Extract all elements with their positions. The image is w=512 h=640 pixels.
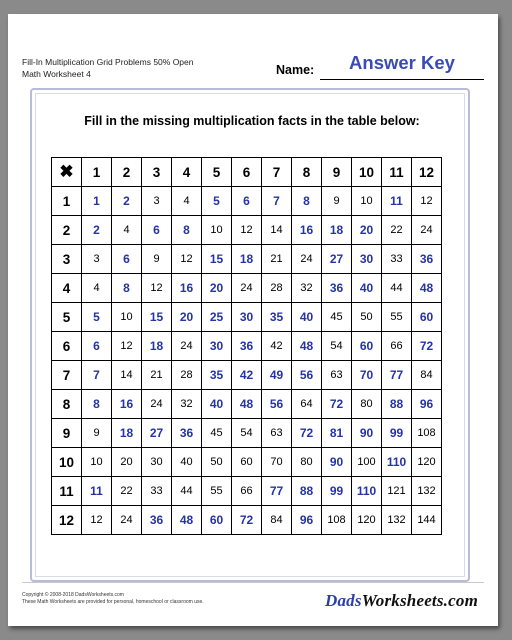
table-row: [52, 332, 442, 361]
given-cell: 80: [292, 448, 322, 477]
given-cell: 20: [112, 448, 142, 477]
column-header: 5: [202, 158, 232, 187]
answer-cell: 18: [112, 419, 142, 448]
answer-cell: 8: [112, 274, 142, 303]
given-cell: 32: [172, 390, 202, 419]
table-row: [52, 303, 442, 332]
given-cell: 28: [172, 361, 202, 390]
worksheet-page: [8, 14, 498, 626]
given-cell: 32: [292, 274, 322, 303]
column-header: 9: [322, 158, 352, 187]
answer-cell: 72: [292, 419, 322, 448]
answer-cell: 8: [292, 187, 322, 216]
given-cell: 108: [322, 506, 352, 535]
multiply-icon: ✖: [52, 158, 82, 187]
given-cell: 4: [82, 274, 112, 303]
given-cell: 30: [142, 448, 172, 477]
answer-cell: 35: [202, 361, 232, 390]
answer-cell: 20: [352, 216, 382, 245]
footer-divider: [22, 582, 484, 583]
answer-cell: 56: [292, 361, 322, 390]
table-row: [52, 245, 442, 274]
column-header: 8: [292, 158, 322, 187]
answer-cell: 18: [142, 332, 172, 361]
row-header: 5: [52, 303, 82, 332]
given-cell: 60: [232, 448, 262, 477]
given-cell: 132: [412, 477, 442, 506]
column-header: 4: [172, 158, 202, 187]
answer-cell: 110: [382, 448, 412, 477]
answer-cell: 49: [262, 361, 292, 390]
answer-cell: 18: [322, 216, 352, 245]
row-header: 8: [52, 390, 82, 419]
answer-cell: 7: [262, 187, 292, 216]
given-cell: 22: [112, 477, 142, 506]
row-header: 11: [52, 477, 82, 506]
given-cell: 45: [322, 303, 352, 332]
given-cell: 24: [232, 274, 262, 303]
given-cell: 45: [202, 419, 232, 448]
answer-cell: 72: [232, 506, 262, 535]
answer-cell: 99: [322, 477, 352, 506]
copyright-block: [22, 592, 204, 606]
given-cell: 14: [262, 216, 292, 245]
given-cell: 63: [262, 419, 292, 448]
given-cell: 144: [412, 506, 442, 535]
row-header: 12: [52, 506, 82, 535]
table-row: [52, 274, 442, 303]
row-header: 10: [52, 448, 82, 477]
given-cell: 4: [112, 216, 142, 245]
answer-cell: 25: [202, 303, 232, 332]
given-cell: 66: [382, 332, 412, 361]
table-row: [52, 390, 442, 419]
table-row: [52, 216, 442, 245]
answer-cell: 36: [412, 245, 442, 274]
given-cell: 24: [172, 332, 202, 361]
answer-cell: 27: [322, 245, 352, 274]
grid-header-row: [52, 158, 442, 187]
table-row: [52, 477, 442, 506]
given-cell: 40: [172, 448, 202, 477]
given-cell: 14: [112, 361, 142, 390]
given-cell: 50: [352, 303, 382, 332]
column-header: 3: [142, 158, 172, 187]
answer-cell: 18: [232, 245, 262, 274]
answer-cell: 56: [262, 390, 292, 419]
answer-cell: 72: [412, 332, 442, 361]
given-cell: 3: [142, 187, 172, 216]
answer-cell: 6: [232, 187, 262, 216]
answer-cell: 5: [82, 303, 112, 332]
answer-cell: 36: [142, 506, 172, 535]
answer-cell: 11: [82, 477, 112, 506]
answer-cell: 48: [412, 274, 442, 303]
column-header: 2: [112, 158, 142, 187]
given-cell: 3: [82, 245, 112, 274]
given-cell: 44: [382, 274, 412, 303]
answer-cell: 8: [82, 390, 112, 419]
given-cell: 44: [172, 477, 202, 506]
column-header: 6: [232, 158, 262, 187]
given-cell: 9: [82, 419, 112, 448]
given-cell: 21: [142, 361, 172, 390]
answer-cell: 20: [202, 274, 232, 303]
answer-cell: 40: [352, 274, 382, 303]
worksheet-title-line2: Math Worksheet 4: [22, 69, 91, 79]
name-field: [276, 52, 484, 80]
column-header: 1: [82, 158, 112, 187]
given-cell: 10: [82, 448, 112, 477]
given-cell: 10: [202, 216, 232, 245]
given-cell: 64: [292, 390, 322, 419]
answer-cell: 60: [202, 506, 232, 535]
answer-cell: 40: [292, 303, 322, 332]
row-header: 4: [52, 274, 82, 303]
answer-cell: 90: [322, 448, 352, 477]
row-header: 9: [52, 419, 82, 448]
answer-cell: 6: [112, 245, 142, 274]
answer-cell: 30: [202, 332, 232, 361]
answer-cell: 77: [382, 361, 412, 390]
row-header: 2: [52, 216, 82, 245]
answer-cell: 27: [142, 419, 172, 448]
answer-cell: 35: [262, 303, 292, 332]
answer-cell: 88: [382, 390, 412, 419]
given-cell: 12: [232, 216, 262, 245]
given-cell: 33: [382, 245, 412, 274]
worksheet-title-line1: Fill-In Multiplication Grid Problems 50% Open: [22, 57, 194, 67]
given-cell: 84: [262, 506, 292, 535]
given-cell: 108: [412, 419, 442, 448]
answer-cell: 36: [232, 332, 262, 361]
answer-cell: 60: [352, 332, 382, 361]
row-header: 1: [52, 187, 82, 216]
given-cell: 120: [412, 448, 442, 477]
worksheet-title: [22, 56, 193, 80]
answer-cell: 96: [412, 390, 442, 419]
answer-cell: 77: [262, 477, 292, 506]
answer-cell: 96: [292, 506, 322, 535]
answer-cell: 30: [232, 303, 262, 332]
given-cell: 66: [232, 477, 262, 506]
given-cell: 24: [142, 390, 172, 419]
answer-cell: 16: [292, 216, 322, 245]
answer-cell: 5: [202, 187, 232, 216]
answer-cell: 15: [202, 245, 232, 274]
row-header: 6: [52, 332, 82, 361]
answer-cell: 72: [322, 390, 352, 419]
given-cell: 84: [412, 361, 442, 390]
table-row: [52, 419, 442, 448]
given-cell: 21: [262, 245, 292, 274]
multiplication-grid: [51, 157, 442, 535]
answer-cell: 6: [142, 216, 172, 245]
given-cell: 9: [142, 245, 172, 274]
answer-cell: 16: [112, 390, 142, 419]
answer-cell: 20: [172, 303, 202, 332]
answer-cell: 110: [352, 477, 382, 506]
answer-cell: 48: [172, 506, 202, 535]
given-cell: 42: [262, 332, 292, 361]
given-cell: 33: [142, 477, 172, 506]
given-cell: 24: [112, 506, 142, 535]
answer-cell: 8: [172, 216, 202, 245]
answer-cell: 40: [202, 390, 232, 419]
given-cell: 54: [322, 332, 352, 361]
given-cell: 55: [202, 477, 232, 506]
answer-cell: 48: [292, 332, 322, 361]
answer-cell: 15: [142, 303, 172, 332]
given-cell: 120: [352, 506, 382, 535]
answer-cell: 99: [382, 419, 412, 448]
given-cell: 24: [292, 245, 322, 274]
answer-cell: 36: [172, 419, 202, 448]
usage-notice: These Math Worksheets are provided for personal, homeschool or classroom use.: [22, 599, 204, 605]
answer-cell: 2: [82, 216, 112, 245]
brand-logo: [325, 591, 478, 611]
given-cell: 28: [262, 274, 292, 303]
copyright-text: Copyright © 2008-2018 DadsWorksheets.com: [22, 592, 124, 598]
column-header: 7: [262, 158, 292, 187]
answer-cell: 16: [172, 274, 202, 303]
answer-key-label: Answer Key: [349, 52, 455, 73]
given-cell: 12: [112, 332, 142, 361]
answer-cell: 90: [352, 419, 382, 448]
column-header: 11: [382, 158, 412, 187]
answer-cell: 1: [82, 187, 112, 216]
answer-cell: 36: [322, 274, 352, 303]
table-row: [52, 361, 442, 390]
brand-logo-part2: Worksheets.com: [361, 591, 478, 610]
instructions: Fill in the missing multiplication facts in the table below:: [84, 114, 420, 128]
column-header: 10: [352, 158, 382, 187]
answer-cell: 81: [322, 419, 352, 448]
table-row: [52, 448, 442, 477]
given-cell: 12: [142, 274, 172, 303]
given-cell: 12: [172, 245, 202, 274]
row-header: 3: [52, 245, 82, 274]
answer-cell: 30: [352, 245, 382, 274]
answer-cell: 7: [82, 361, 112, 390]
given-cell: 22: [382, 216, 412, 245]
name-underline: [320, 79, 484, 80]
given-cell: 10: [112, 303, 142, 332]
brand-logo-part1: Dads: [325, 591, 362, 610]
table-row: [52, 187, 442, 216]
answer-cell: 48: [232, 390, 262, 419]
given-cell: 55: [382, 303, 412, 332]
given-cell: 12: [412, 187, 442, 216]
row-header: 7: [52, 361, 82, 390]
given-cell: 4: [172, 187, 202, 216]
table-row: [52, 506, 442, 535]
answer-cell: 60: [412, 303, 442, 332]
given-cell: 9: [322, 187, 352, 216]
given-cell: 12: [82, 506, 112, 535]
answer-cell: 2: [112, 187, 142, 216]
given-cell: 24: [412, 216, 442, 245]
name-label: Name:: [276, 63, 315, 77]
given-cell: 80: [352, 390, 382, 419]
answer-cell: 70: [352, 361, 382, 390]
given-cell: 63: [322, 361, 352, 390]
answer-cell: 42: [232, 361, 262, 390]
given-cell: 54: [232, 419, 262, 448]
column-header: 12: [412, 158, 442, 187]
given-cell: 100: [352, 448, 382, 477]
given-cell: 132: [382, 506, 412, 535]
answer-cell: 6: [82, 332, 112, 361]
given-cell: 121: [382, 477, 412, 506]
given-cell: 70: [262, 448, 292, 477]
answer-cell: 11: [382, 187, 412, 216]
given-cell: 10: [352, 187, 382, 216]
answer-cell: 88: [292, 477, 322, 506]
given-cell: 50: [202, 448, 232, 477]
